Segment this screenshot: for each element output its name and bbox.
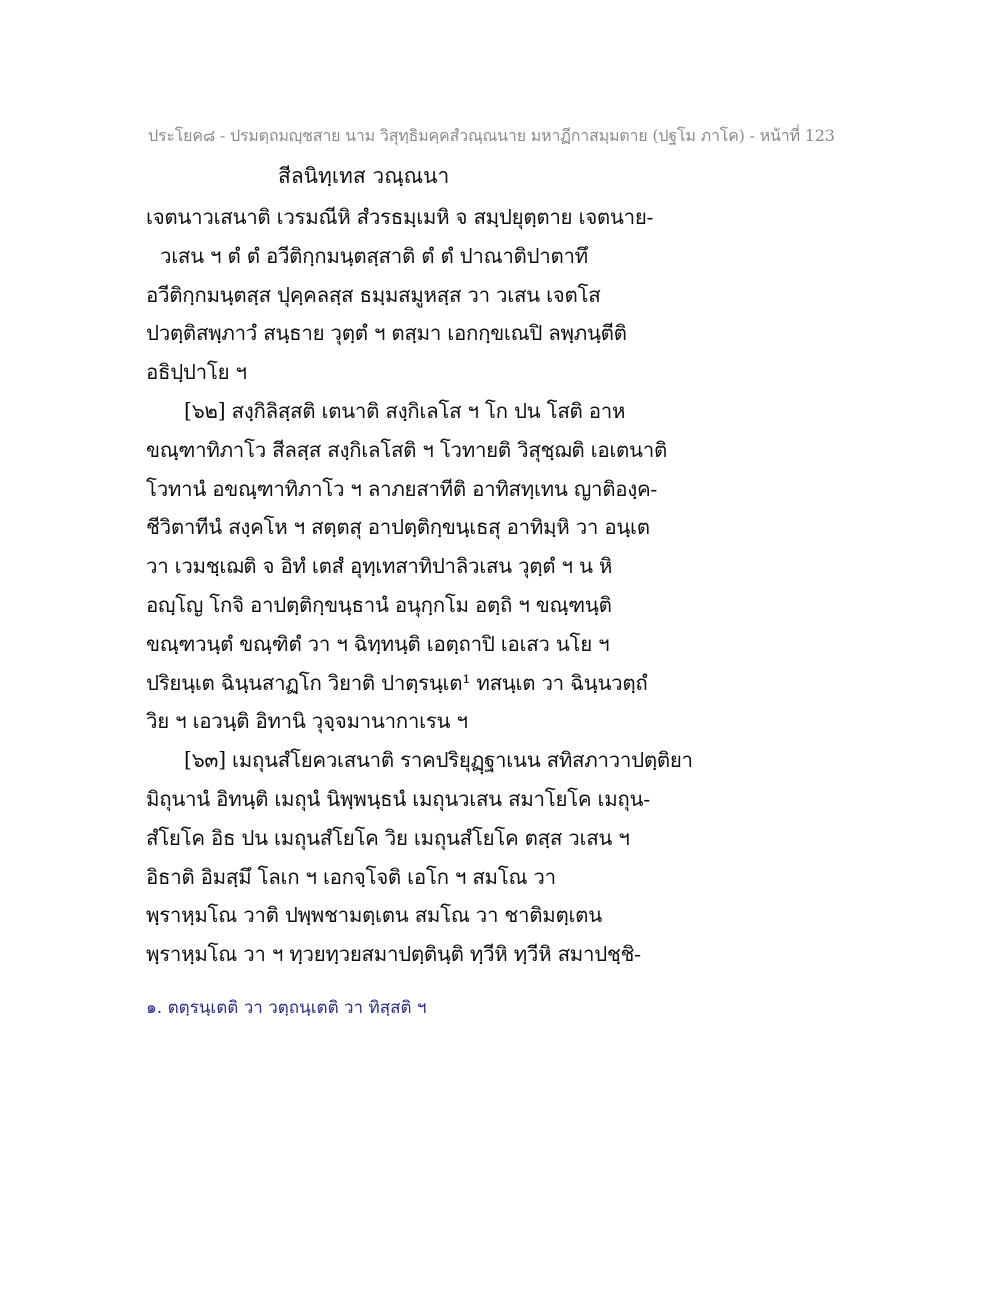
text-line: วา เวมชฺเฌติ จ อิทํ เตสํ อุทฺเทสาทิปาลิวเสน วุตฺตํ ฯ น หิ [146, 554, 613, 579]
text-line: ปวตฺติสพฺภาวํ สนฺธาย วุตฺตํ ฯ ตสฺมา เอกกฺขเณปิ ลพฺภนฺตีติ [146, 321, 627, 346]
text-line: ขณฺฑาทิภาโว สีลสฺส สงฺกิเลโสติ ฯ โวทายติ วิสุชฺฌติ เอเตนาติ [146, 437, 667, 462]
section-title: สีลนิทฺเทส วณฺณนา [278, 164, 450, 188]
text-line: ชีวิตาทีนํ สงฺคโห ฯ สตฺตสุ อาปตฺติกฺขนฺเธสุ อาทิมฺหิ วา อนฺเต [146, 515, 650, 540]
text-line: ปริยนฺเต ฉินฺนสาฏโก วิยาติ ปาตฺรนฺเต¹ ทสนฺเต วา ฉินฺนวตฺถํ [146, 670, 648, 695]
body-text [146, 198, 846, 974]
text-line: วเสน ฯ ตํ ตํ อวีติกฺกมนฺตสฺสาติ ตํ ตํ ปาณาติปาตาทึ [160, 243, 588, 268]
text-line: วิย ฯ เอวนฺติ อิทานิ วุจฺจมานากาเรน ฯ [146, 709, 468, 734]
paragraph-62-start: [๖๒] สงฺกิลิสฺสติ เตนาติ สงฺกิเลโส ฯ โก ปน โสติ อาห [184, 398, 626, 423]
text-line: อธิปฺปาโย ฯ [146, 360, 247, 385]
text-line: มิถุนานํ อิทนฺติ เมถุนํ นิพฺพนฺธนํ เมถุนวเสน สมาโยโค เมถุน- [146, 786, 650, 811]
text-line: พฺราหฺมโณ วา ฯ ทฺวยทฺวยสมาปตฺตินฺติ ทฺวีหิ ทฺวีหิ สมาปชฺชิ- [146, 942, 641, 967]
text-line: อิธาติ อิมสฺมึ โลเก ฯ เอกจฺโจติ เอโก ฯ สมโณ วา [146, 864, 556, 889]
text-line: อวีติกฺกมนฺตสฺส ปุคฺคลสฺส ธมฺมสมูหสฺส วา วเสน เจตโส [146, 282, 601, 307]
text-line: ขณฺฑวนฺตํ ขณฺฑิตํ วา ฯ ฉิทฺทนฺติ เอตฺถาปิ เอเสว นโย ฯ [146, 631, 610, 656]
text-line: พฺราหฺมโณ วาติ ปพฺพชามตฺเตน สมโณ วา ชาติมตฺเตน [146, 903, 602, 928]
text-line: อญฺโญ โกจิ อาปตฺติกฺขนฺธานํ อนุกฺกโม อตฺถิ ฯ ขณฺฑนฺติ [146, 592, 612, 617]
text-line: สํโยโค อิธ ปน เมถุนสํโยโค วิย เมถุนสํโยโค ตสฺส วเสน ฯ [146, 825, 630, 850]
running-header: ประโยค๘ - ปรมตฺถมญฺชสาย นาม วิสุทฺธิมคฺคสํวณฺณนาย มหาฏีกาสมฺมตาย (ปฐโม ภาโค) - หน้าที่ 123 [148, 126, 835, 145]
text-line: โวทานํ อขณฺฑาทิภาโว ฯ ลาภยสาทีติ อาทิสทฺเทน ญาติองฺค- [146, 476, 657, 501]
footnote: ๑. ตตฺรนฺเตติ วา วตฺถนฺเตติ วา ทิสฺสติ ฯ [146, 998, 427, 1018]
text-line: เจตนาวเสนาติ เวรมณีหิ สํวรธมฺเมหิ จ สมฺปยุตฺตาย เจตนาย- [146, 205, 654, 229]
paragraph-63-start: [๖๓] เมถุนสํโยควเสนาติ ราคปริยุฏฺฐาเนน สทิสภาวาปตฺติยา [184, 748, 693, 773]
